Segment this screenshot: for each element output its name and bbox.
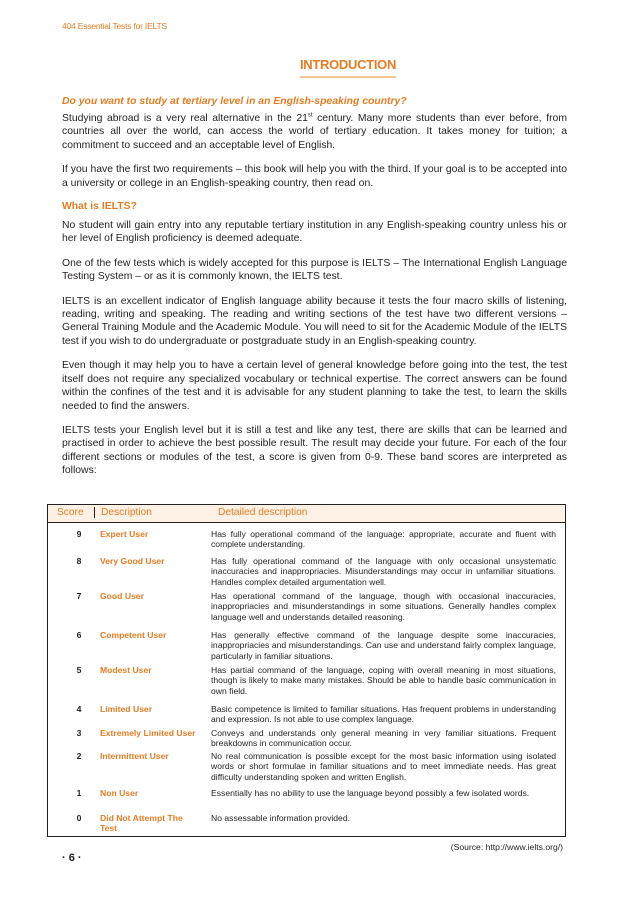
row-score: 1 — [76, 788, 82, 798]
ielts-paragraph: One of the few tests which is widely accepted for this purpose is IELTS – The International English Language Testing System – or as it is commonly known, the IELTS test. — [62, 257, 567, 283]
row-description: Very Good User — [100, 556, 165, 566]
header-score: Score — [57, 507, 95, 518]
row-score: 5 — [76, 665, 82, 675]
running-header: 404 Essential Tests for IELTS — [62, 21, 167, 31]
row-score: 6 — [76, 630, 82, 640]
row-score: 2 — [76, 751, 82, 761]
row-detail: Has fully operational command of the language with only occasional unsystematic inaccuracies and inappropriacies. Misunderstandings may occur in unfamiliar situations. Handles complex detailed argumentation well. — [211, 556, 556, 587]
row-detail: No real communication is possible except for the most basic information using isolated words or short formulae in familiar situations and to meet immediate needs. Has great difficulty understanding spoken and written English. — [211, 751, 556, 782]
row-description: Intermittent User — [100, 751, 169, 761]
row-description: Expert User — [100, 529, 149, 539]
section-question-heading: Do you want to study at tertiary level in an English-speaking country? — [62, 96, 407, 107]
row-detail: Conveys and understands only general meaning in very familiar situations. Frequent breakdowns in communication occur. — [211, 728, 556, 749]
row-description: Limited User — [100, 704, 153, 714]
main-content — [62, 96, 567, 489]
row-score: 9 — [76, 529, 82, 539]
what-is-ielts-heading: What is IELTS? — [62, 201, 137, 213]
intro-paragraph-1: Studying abroad is a very real alternative in the 21st century. Many more students than ever before, from countries all over the world, can access the world of tertiary education. It takes money for tuition; a commitment to succeed and an acceptable level of English. — [62, 112, 567, 151]
ielts-paragraph: IELTS is an excellent indicator of English language ability because it tests the four macro skills of listening, reading, writing and speaking. The reading and writing sections of the test have two different versions – General Training Module and the Academic Module. You will need to sit for the Academic Module of the IELTS test if you wish to do undergraduate or postgraduate study in an English-speaking country. — [62, 295, 567, 347]
intro-paragraph-2: If you have the first two requirements – this book will help you with the third. If your goal is to be accepted into a university or college in an English-speaking country, then read on. — [62, 164, 567, 189]
row-detail: No assessable information provided. — [211, 813, 351, 823]
row-description: Good User — [100, 591, 144, 601]
header-detailed-description: Detailed description — [218, 507, 308, 518]
row-description: Competent User — [100, 630, 167, 640]
band-score-table — [47, 504, 566, 837]
row-detail: Has partial command of the language, coping with overall meaning in most situations, though is likely to make many mistakes. Should be able to handle basic communication in own field. — [211, 665, 556, 696]
row-detail: Has operational command of the language, though with occasional inaccuracies, inappropriacies and misunderstandings in some situations. Generally handles complex language well and understands detailed reasoning. — [211, 591, 556, 622]
page-title: INTRODUCTION — [300, 57, 396, 78]
row-score: 7 — [76, 591, 82, 601]
row-detail: Basic competence is limited to familiar situations. Has frequent problems in understanding and expression. Is not able to use complex language. — [211, 704, 556, 725]
page-number: · 6 · — [62, 852, 82, 864]
row-description: Extremely Limited User — [100, 728, 196, 738]
ielts-paragraph: Even though it may help you to have a certain level of general knowledge before going into the test, the test itself does not require any specialized vocabulary or technical expertise. The correct answers can be found within the confines of the test and it is advisable for any student planning to take the test, to learn the skills needed to find the answers. — [62, 360, 567, 412]
row-score: 4 — [76, 704, 82, 714]
row-description: Non User — [100, 788, 139, 798]
table-header — [48, 505, 565, 523]
source-citation: (Source: http://www.ielts.org/) — [450, 842, 563, 852]
row-description: Modest User — [100, 665, 152, 675]
row-score: 0 — [76, 813, 82, 823]
row-detail: Has generally effective command of the language despite some inaccuracies, inappropriacies and misunderstandings. Can use and understand fairly complex language, particularly in familiar situations. — [211, 630, 556, 661]
header-description: Description — [101, 507, 152, 518]
row-score: 3 — [76, 728, 82, 738]
row-score: 8 — [76, 556, 82, 566]
ielts-paragraph: IELTS tests your English level but it is still a test and like any test, there are skills that can be learned and practised in order to achieve the best possible result. The result may decide your future. For each of the four different sections or modules of the test, a score is given from 0-9. These band scores are interpreted as follows: — [62, 424, 567, 477]
row-description: Did Not Attempt The Test — [100, 813, 183, 834]
ielts-paragraph: No student will gain entry into any reputable tertiary institution in any English-speaking country unless his or her level of English proficiency is deemed adequate. — [62, 220, 567, 245]
row-detail: Essentially has no ability to use the language beyond possibly a few isolated words. — [211, 788, 530, 798]
row-detail: Has fully operational command of the language: appropriate, accurate and fluent with complete understanding. — [211, 529, 556, 550]
